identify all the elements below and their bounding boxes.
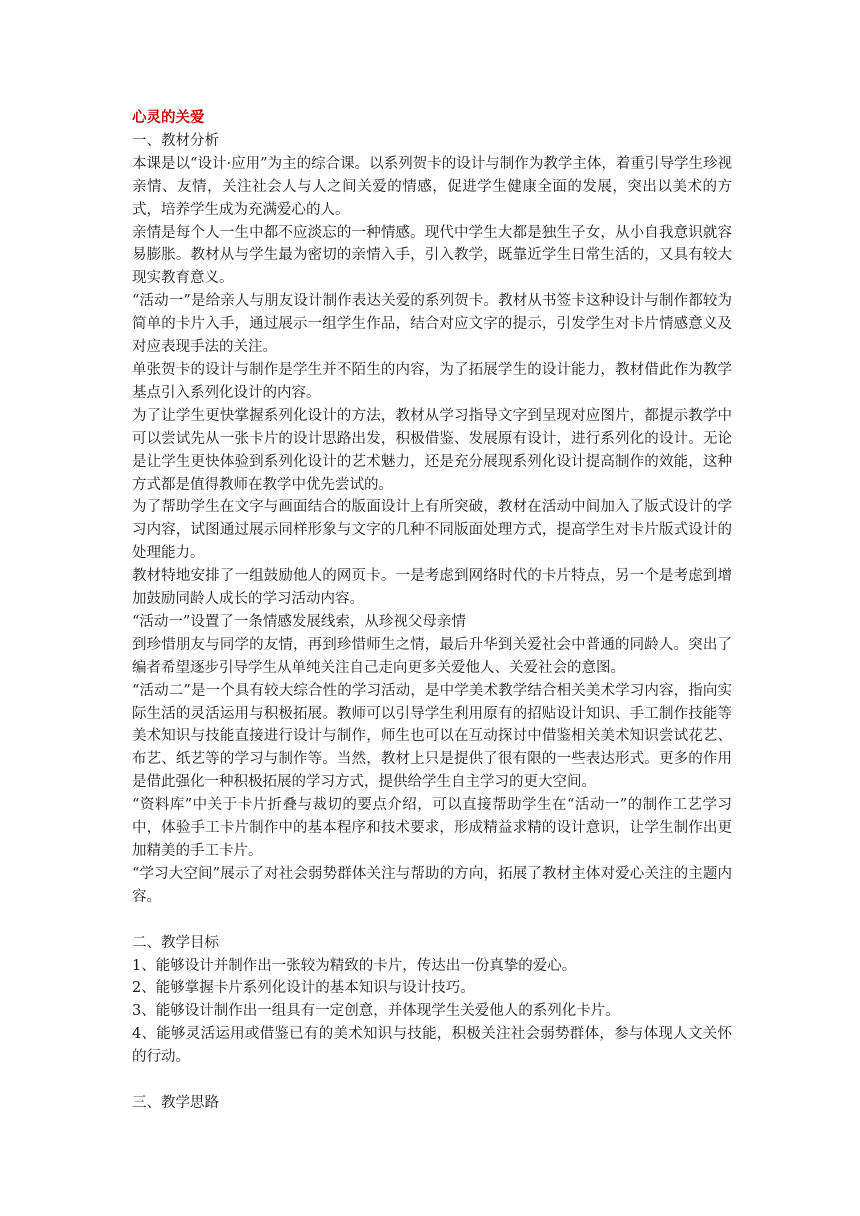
- paragraph: “活动一”是给亲人与朋友设计制作表达关爱的系列贺卡。教材从书签卡这种设计与制作都较为简单的卡片入手，通过展示一组学生作品，结合对应文字的提示，引发学生对卡片情感意义及对应表现手法的关注。: [132, 293, 732, 356]
- paragraph: 亲情是每个人一生中都不应淡忘的一种情感。现代中学生大都是独生子女，从小自我意识就容易膨胀。教材从与学生最为密切的亲情入手，引入教学，既靠近学生日常生活的，又具有较大现实教育意义。: [132, 224, 732, 287]
- document-title: 心灵的关爱: [132, 109, 205, 126]
- paragraph: “活动一”设置了一条情感发展线索，从珍视父母亲情: [132, 613, 466, 630]
- section-heading-approach: 三、教学思路: [132, 1094, 219, 1111]
- document-body: [132, 107, 732, 1115]
- section-heading-analysis: 一、教材分析: [132, 132, 219, 149]
- blank-line: [132, 909, 732, 932]
- paragraph: “活动二”是一个具有较大综合性的学习活动，是中学美术教学结合相关美术学习内容，指向实际生活的灵活运用与积极拓展。教师可以引导学生利用原有的招贴设计知识、手工制作技能等美术知识与技能直接进行设计与制作，师生也可以在互动探讨中借鉴相关美术知识尝试花艺、布艺、纸艺等的学习与制作等。当然，教材上只是提供了很有限的一些表达形式。更多的作用是借此强化一种积极拓展的学习方式，提供给学生自主学习的更大空间。: [132, 682, 732, 791]
- paragraph: 到珍惜朋友与同学的友情，再到珍惜师生之情，最后升华到关爱社会中普通的同龄人。突出了编者希望逐步引导学生从单纯关注自己走向更多关爱他人、关爱社会的意图。: [132, 636, 732, 676]
- paragraph: “资料库”中关于卡片折叠与裁切的要点介绍，可以直接帮助学生在“活动一”的制作工艺学习中，体验手工卡片制作中的基本程序和技术要求，形成精益求精的设计意识，让学生制作出更加精美的手工卡片。: [132, 797, 732, 859]
- paragraph: 教材特地安排了一组鼓励他人的网页卡。一是考虑到网络时代的卡片特点，另一个是考虑到增加鼓励同龄人成长的学习活动内容。: [132, 568, 732, 608]
- list-item: 1、能够设计并制作出一张较为精致的卡片，传达出一份真挚的爱心。: [132, 957, 577, 974]
- paragraph: “学习大空间”展示了对社会弱势群体关注与帮助的方向，拓展了教材主体对爱心关注的主题内容。: [132, 865, 732, 905]
- list-item: 4、能够灵活运用或借鉴已有的美术知识与技能，积极关注社会弱势群体，参与体现人文关怀的行动。: [132, 1026, 732, 1066]
- section-heading-goals: 二、教学目标: [132, 934, 219, 951]
- paragraph: 本课是以“设计·应用”为主的综合课。以系列贺卡的设计与制作为教学主体，着重引导学生珍视亲情、友情，关注社会人与人之间关爱的情感，促进学生健康全面的发展，突出以美术的方式，培养学生成为充满爱心的人。: [132, 155, 732, 218]
- list-item: 3、能够设计制作出一组具有一定创意，并体现学生关爱他人的系列化卡片。: [132, 1003, 620, 1020]
- paragraph: 单张贺卡的设计与制作是学生并不陌生的内容，为了拓展学生的设计能力，教材借此作为教学基点引入系列化设计的内容。: [132, 361, 732, 401]
- paragraph: 为了让学生更快掌握系列化设计的方法，教材从学习指导文字到呈现对应图片，都提示教学中可以尝试先从一张卡片的设计思路出发，积极借鉴、发展原有设计，进行系列化的设计。无论是让学生更快体验到系列化设计的艺术魅力，还是充分展现系列化设计提高制作的效能，这种方式都是值得教师在教学中优先尝试的。: [132, 407, 732, 493]
- blank-line: [132, 1069, 732, 1092]
- list-item: 2、能够掌握卡片系列化设计的基本知识与设计技巧。: [132, 980, 475, 997]
- paragraph: 为了帮助学生在文字与画面结合的版面设计上有所突破，教材在活动中间加入了版式设计的学习内容，试图通过展示同样形象与文字的几种不同版面处理方式，提高学生对卡片版式设计的处理能力。: [132, 499, 732, 562]
